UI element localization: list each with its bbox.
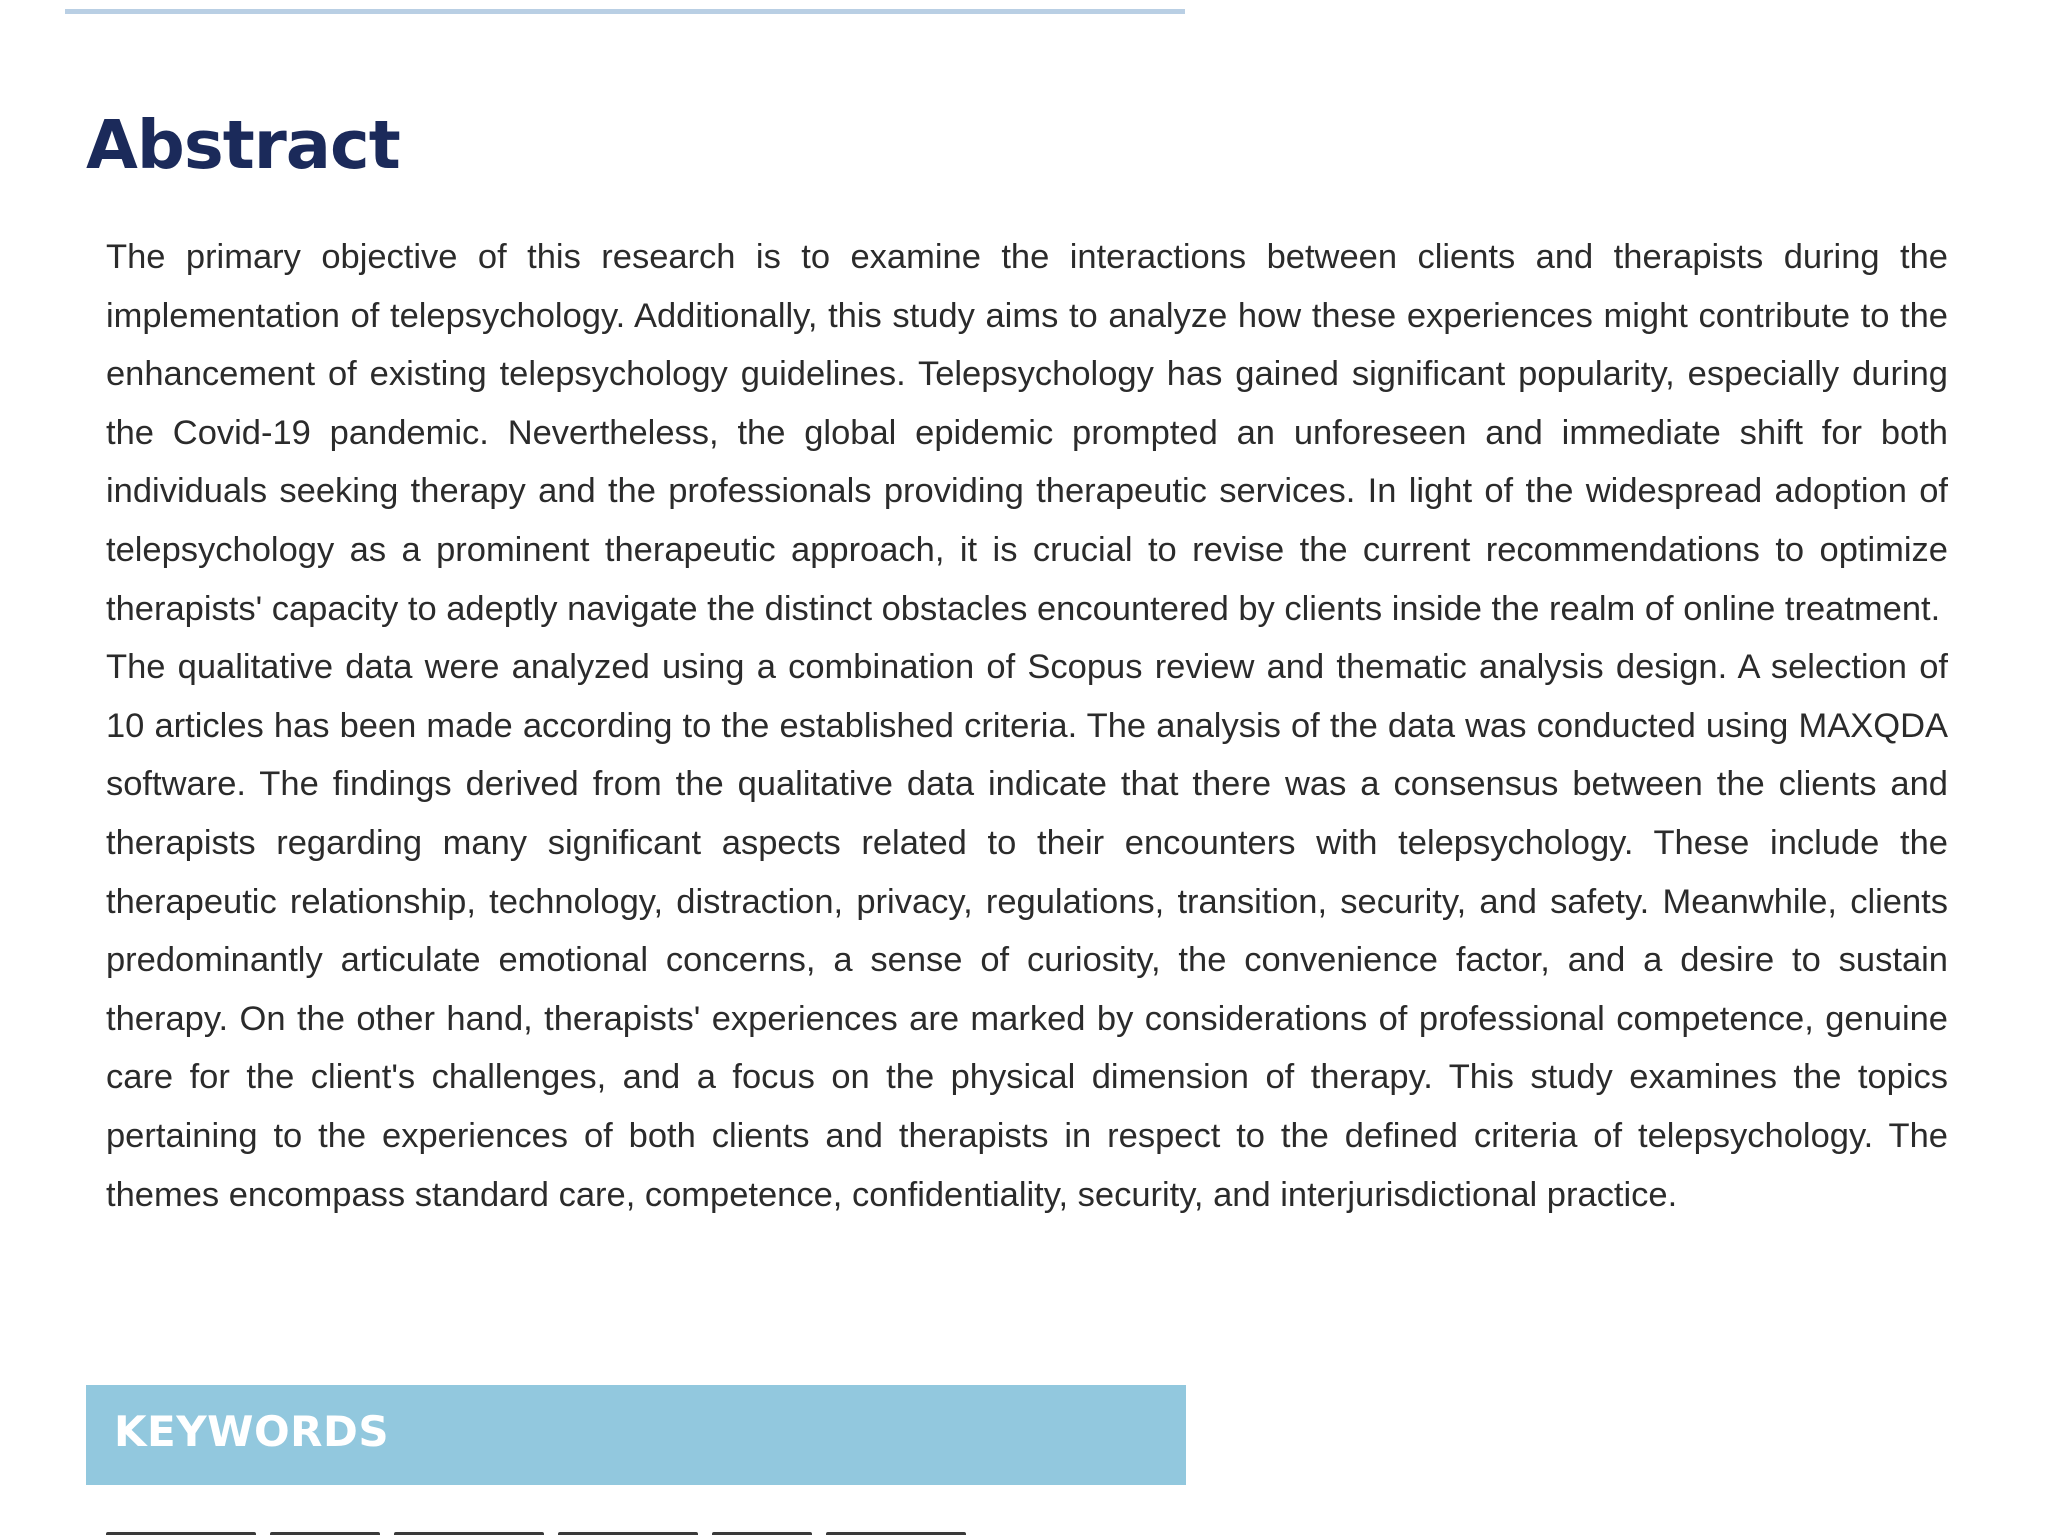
abstract-body: [106, 228, 1948, 1224]
top-divider-rule: [65, 9, 1185, 14]
keywords-heading: KEYWORDS: [114, 1407, 390, 1456]
abstract-paragraph-1: The primary objective of this research is to examine the interactions between clients and therapists during the implementation of telepsychology. Additionally, this study aims to analyze how these experiences might contribute to the enhancement of existing telepsychology guidelines. Telepsychology has gained significant popularity, especially during the Covid-19 pandemic. Nevertheless, the global epidemic prompted an unforeseen and immediate shift for both individuals seeking therapy and the professionals providing therapeutic services. In light of the widespread adoption of telepsychology as a prominent therapeutic approach, it is crucial to revise the current recommendations to optimize therapists' capacity to adeptly navigate the distinct obstacles encountered by clients inside the realm of online treatment.: [106, 238, 1948, 628]
keywords-text-cutoff: [106, 1525, 1086, 1535]
keywords-section-bar: [86, 1385, 1186, 1485]
abstract-paragraph-2: The qualitative data were analyzed using a combination of Scopus review and thematic analysis design. A selection of 10 articles has been made according to the established criteria. The analysis of the data was conducted using MAXQDA software. The findings derived from the qualitative data indicate that there was a consensus between the clients and therapists regarding many significant aspects related to their encounters with telepsychology. These include the therapeutic relationship, technology, distraction, privacy, regulations, transition, security, and safety. Meanwhile, clients predominantly articulate emotional concerns, a sense of curiosity, the convenience factor, and a desire to sustain therapy. On the other hand, therapists' experiences are marked by considerations of professional competence, genuine care for the client's challenges, and a focus on the physical dimension of therapy. This study examines the topics pertaining to the experiences of both clients and therapists in respect to the defined criteria of telepsychology. The themes encompass standard care, competence, confidentiality, security, and interjurisdictional practice.: [106, 648, 1948, 1214]
abstract-heading: Abstract: [86, 106, 400, 184]
